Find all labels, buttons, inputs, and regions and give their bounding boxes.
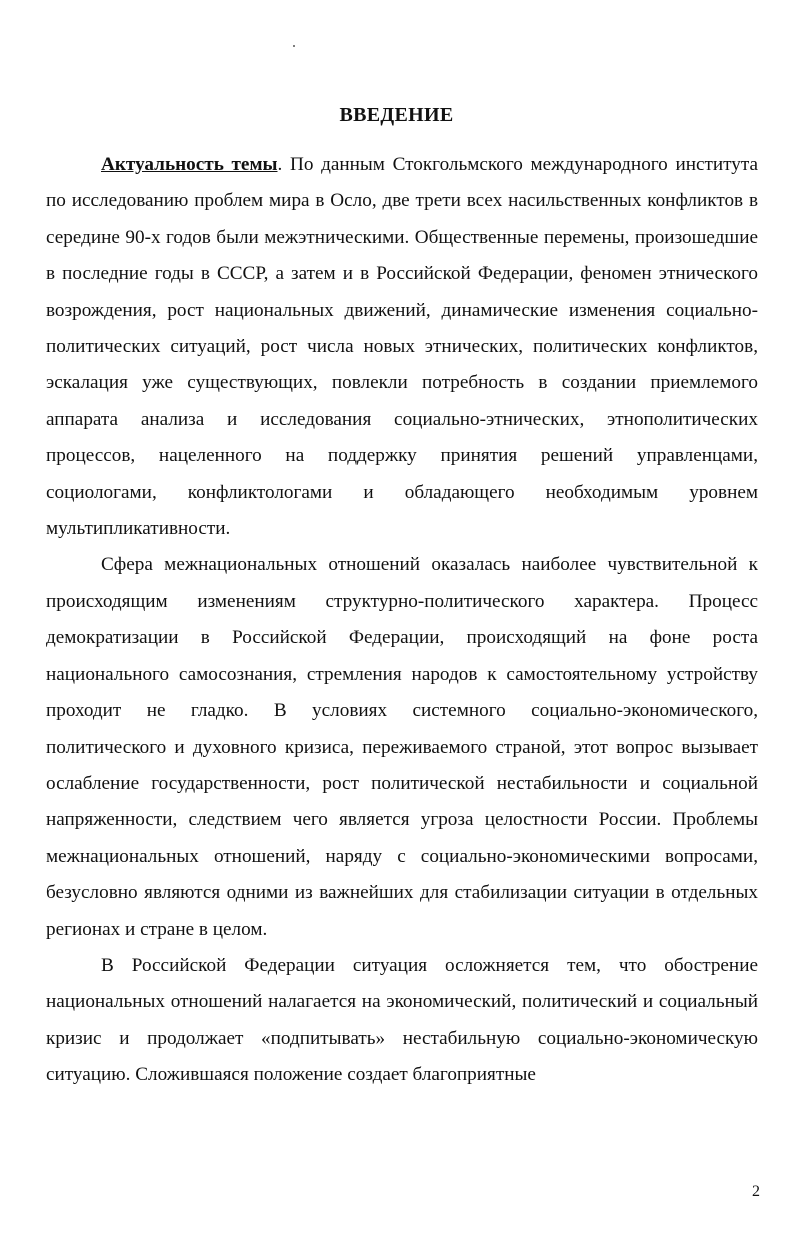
paragraph-2: Сфера межнациональных отношений оказалась наиболее чувствительной к происходящим изменениям структурно-политического характера. Процесс демократизации в Российской Федерации, происходящий на фоне роста национального самосознания, стремления народов к самостоятельному устройству проходит не гладко. В условиях системного социально-экономического, политического и духовного кризиса, переживаемого страной, этот вопрос вызывает ослабление государственности, рост политической нестабильности и социальной напряженности, следствием чего является угроза целостности России. Проблемы межнациональных отношений, наряду с социально-экономическими вопросами, безусловно являются одними из важнейших для стабилизации ситуации в отдельных регионах и стране в целом. <box>46 554 758 940</box>
relevance-lead: Актуальность темы <box>101 154 278 175</box>
body-text <box>46 147 758 1094</box>
relevance-lead-punct: . <box>277 154 283 175</box>
scan-speck <box>293 45 295 47</box>
paragraph-3: В Российской Федерации ситуация осложняется тем, что обострение национальных отношений налагается на экономический, политический и социальный кризис и продолжает «подпитывать» нестабильную социально-экономическую ситуацию. Сложившаяся положение создает благоприятные <box>46 954 758 1086</box>
page-title: ВВЕДЕНИЕ <box>339 104 454 126</box>
paragraph-1-text: По данным Стокгольмского международного института по исследованию проблем мира в Осло, две трети всех насильственных конфликтов в середине 90-х годов были межэтническими. Общественные перемены, произошедшие в последние годы в СССР, а затем и в Российской Федерации, феномен этнического возрождения, рост национальных движений, динамические изменения социально-политических ситуаций, рост числа новых этнических, политических конфликтов, эскалация уже существующих, повлекли потребность в создании приемлемого аппарата анализа и исследования социально-этнических, этнополитических процессов, нацеленного на поддержку принятия решений управленцами, социологами, конфликтологами и обладающего необходимым уровнем мультипликативности. <box>46 154 759 540</box>
page-number: 2 <box>752 1183 760 1200</box>
paragraph-relevance <box>46 147 758 547</box>
